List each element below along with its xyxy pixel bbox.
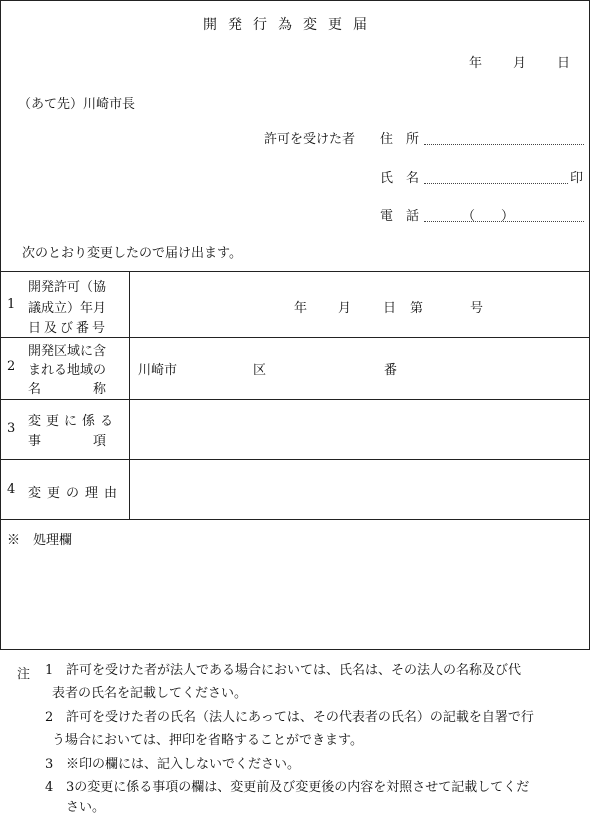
row-number: 1 [7,297,16,312]
seal-mark: 印 [570,171,584,186]
note-number: 1 [45,663,54,678]
processing-label: ※ 処理欄 [7,533,73,548]
phone-label: 電 話 [380,209,420,224]
name-field[interactable] [424,183,568,184]
row-label-line: 変更の理由 [28,486,124,501]
phone-paren: （ ） [462,209,515,224]
note-text: 表者の氏名を記載してください。 [52,686,248,701]
note-text: ※印の欄には、記入しないでください。 [66,757,301,772]
divider [129,271,130,519]
applicant-label: 許可を受けた者 [264,132,356,147]
note-text: さい。 [66,800,106,815]
permit-go: 号 [470,301,484,316]
note-number: 4 [45,780,54,795]
divider [0,337,590,338]
note-text: う場合においては、押印を省略することができます。 [52,733,363,748]
divider [0,519,590,520]
note-number: 2 [45,710,54,725]
row-label-line: 日及び番号 [28,321,109,336]
divider [0,459,590,460]
statement: 次のとおり変更したので届け出ます。 [22,246,242,261]
date-day: 日 [557,56,571,71]
row-label-line: 開発区域に含 [28,344,107,359]
row-number: 2 [7,359,16,374]
address-label: 住 所 [380,132,420,147]
row-label-line: 議成立）年月 [28,301,107,316]
address-field[interactable] [424,144,584,145]
row-label-text: 開発許可（協 [28,280,107,295]
date-month: 月 [513,56,527,71]
note-text: 許可を受けた者の氏名（法人にあっては、その代表者の氏名）の記載を自署で行 [66,710,534,725]
note-text: 許可を受けた者が法人である場合においては、氏名は、その法人の名称及び代 [66,663,522,678]
row-number: 3 [7,421,16,436]
name-label: 氏 名 [380,171,420,186]
row-number: 4 [7,482,16,497]
permit-year: 年 [294,301,308,316]
date-year: 年 [469,56,483,71]
row-label-line: まれる地域の [28,363,107,378]
form-title: 開発行為変更届 [203,17,378,33]
divider [0,271,590,272]
notes-prefix: 注 [17,667,31,682]
row-label-line: 変更に係る [28,414,119,429]
area-ku: 区 [253,363,267,378]
permit-dai: 第 [410,301,424,316]
row-label-line: 事 項 [28,434,107,449]
note-text: 3の変更に係る事項の欄は、変更前及び変更後の内容を対照させて記載してくだ [66,780,530,795]
addressee: （あて先）川崎市長 [18,97,136,112]
area-ban: 番 [384,363,398,378]
row-label-line [28,276,124,295]
divider [0,399,590,400]
area-city: 川崎市 [138,363,178,378]
permit-day: 日 [383,301,397,316]
note-number: 3 [45,757,54,772]
permit-month: 月 [338,301,352,316]
row-label-line: 名 称 [28,382,107,397]
